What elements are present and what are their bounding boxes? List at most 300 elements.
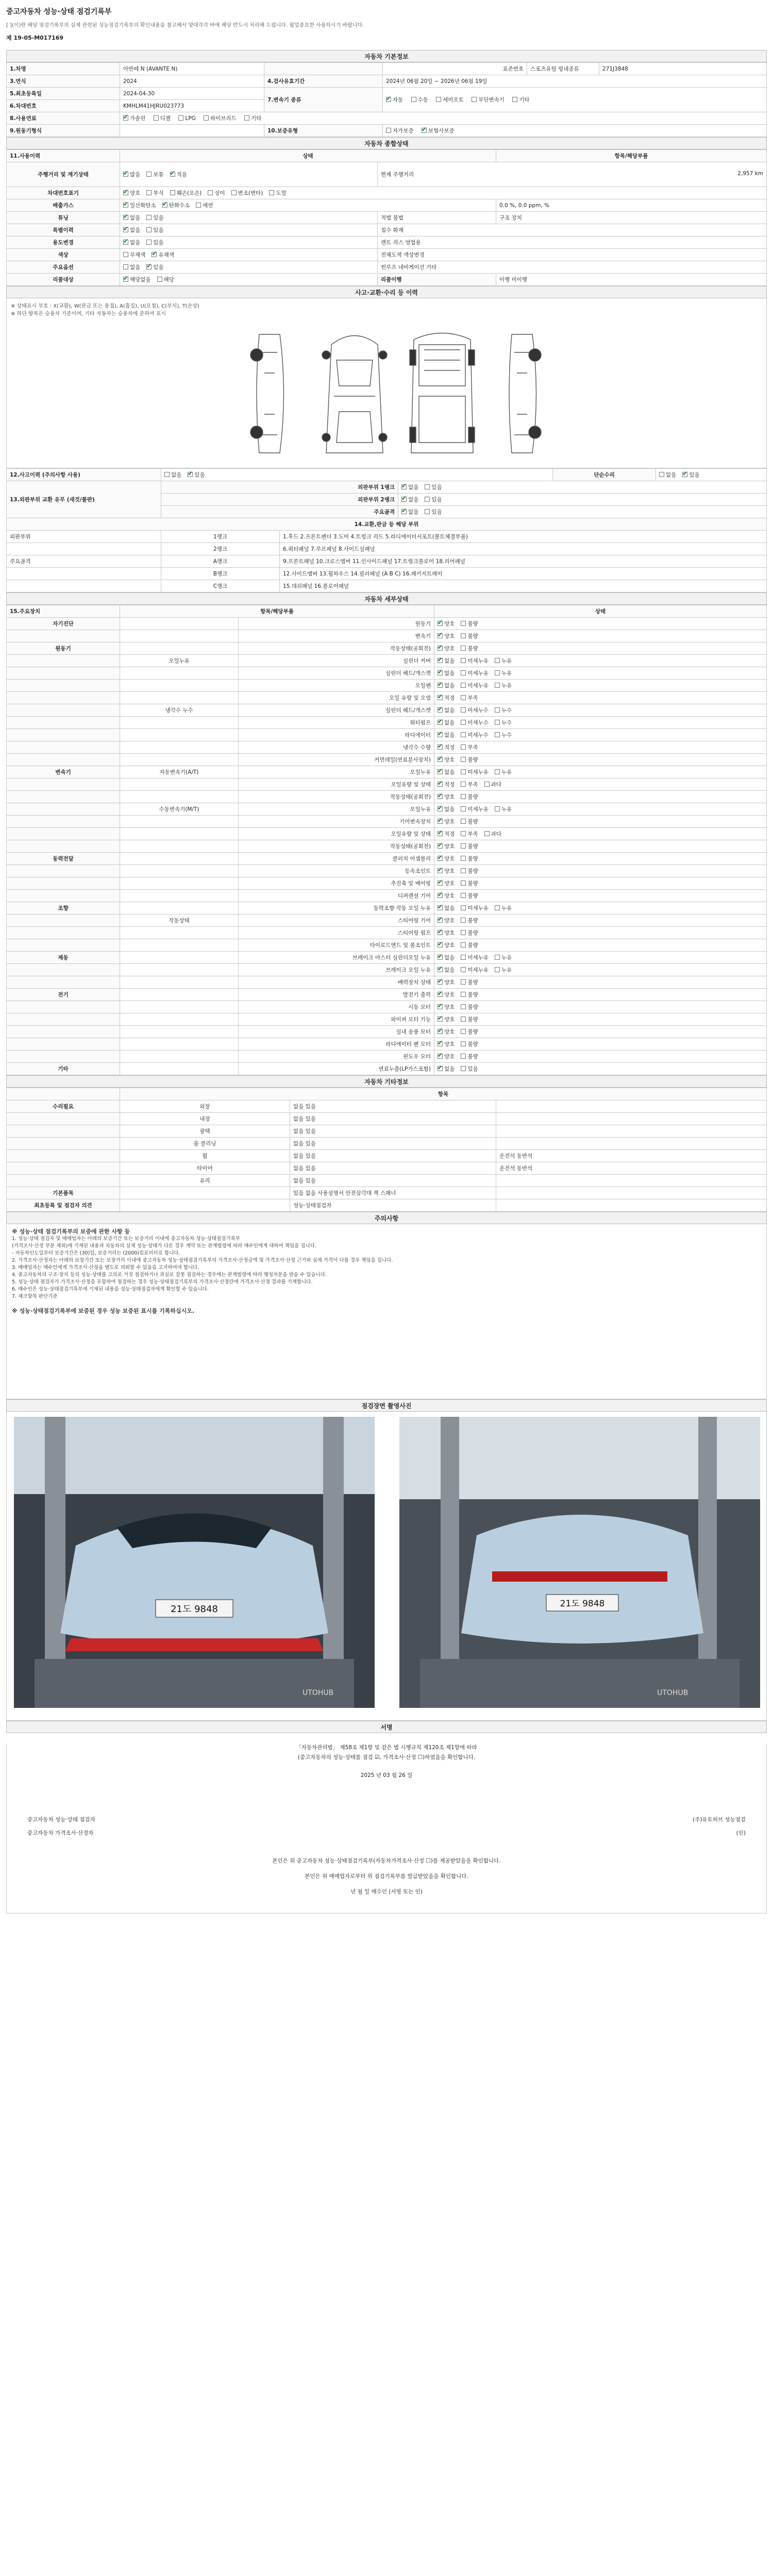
detail-status	[434, 717, 767, 729]
confirm-line: 본인은 위 매매업자로부터 위 점검기록부를 발급받았음을 확인합니다.	[305, 1873, 468, 1879]
detail-item: 작동상태(공회전)	[239, 791, 434, 803]
checkbox-icon	[438, 979, 443, 985]
detail-option: ✔ 없음	[438, 768, 455, 776]
detail-row	[7, 1001, 767, 1013]
detail-sub	[120, 828, 239, 840]
detail-main	[7, 778, 120, 791]
detail-option: 과다	[484, 830, 501, 838]
detail-item: 추진축 및 베어링	[239, 877, 434, 890]
other-item: 유리	[120, 1175, 290, 1187]
other-item	[120, 1199, 290, 1212]
utohub-sign: UTOHUB	[303, 1689, 334, 1697]
checkbox-icon	[401, 484, 407, 489]
checkbox-icon	[146, 172, 152, 177]
detail-item: 라디에이터	[239, 729, 434, 741]
detail-main: 전기	[7, 989, 120, 1001]
detail-sub	[120, 717, 239, 729]
checkbox-icon	[438, 646, 443, 651]
label-inspection-period: 4.검사유효기간	[264, 75, 383, 88]
other-row	[7, 1138, 767, 1150]
label-main-frame: 주요골격	[161, 506, 398, 518]
detail-row	[7, 840, 767, 853]
notes-footer: ※ 성능·상태점검기록부에 보증된 경우 성능 보증된 표시를 기록하십시오.	[12, 1308, 195, 1314]
detail-option: 미세누유	[461, 768, 489, 776]
other-extra: 운전석 동반석	[496, 1162, 767, 1175]
detail-main	[7, 877, 120, 890]
checkbox-icon	[436, 97, 441, 102]
checkbox-icon	[438, 967, 443, 972]
detail-row	[7, 989, 767, 1001]
other-row	[7, 1113, 767, 1125]
detail-status	[434, 1001, 767, 1013]
notes-header: 주의사항	[6, 1212, 767, 1224]
checkbox-icon	[484, 831, 490, 836]
value-special-history: 침수 화재	[378, 224, 767, 236]
detail-item: 배력장치 상태	[239, 976, 434, 989]
other-item: 외장	[120, 1100, 290, 1113]
detail-option: 불량	[461, 818, 478, 825]
checkbox-icon	[123, 172, 128, 177]
checkbox-icon	[495, 720, 500, 725]
car-diagram	[6, 298, 767, 468]
detail-option: 미세누유	[461, 805, 489, 813]
detail-item: 오일누유	[239, 766, 434, 778]
detail-option: ✔ 없음	[438, 682, 455, 689]
detail-row	[7, 1038, 767, 1050]
value-year: 2024	[120, 75, 264, 88]
document-notice: [ ](이)란 해당 점검기록부의 실제 관련된 성능점검기록부의 확인내용을 참고해서 양대각각 바에 해당 반드시 처리해 드립니다. 팝업중요한 사용하시기 바랍니다.	[6, 23, 364, 28]
checkbox-icon	[461, 942, 466, 947]
checkbox-icon	[178, 115, 183, 121]
detail-status	[434, 704, 767, 717]
checkbox-icon	[461, 1004, 466, 1009]
car-underbody-icon	[410, 333, 475, 453]
detail-option: 미세누유	[461, 904, 489, 912]
detail-status	[434, 1063, 767, 1075]
panel-items: 12.사이드멤버 13.휠하우스 14.필러패널 (A B C) 16.패키지트레이	[280, 568, 767, 580]
utohub-sign: UTOHUB	[657, 1689, 688, 1697]
detail-sub	[120, 952, 239, 964]
detail-item: 클러치 어셈블리	[239, 853, 434, 865]
checkbox-icon	[438, 918, 443, 923]
front-photo	[14, 1417, 375, 1708]
detail-option: 누유	[495, 768, 512, 776]
checkbox-icon	[461, 868, 466, 873]
detail-sub	[120, 1001, 239, 1013]
label-first-registration: 5.최초등록일	[7, 88, 120, 100]
car-right-side-icon	[509, 334, 541, 453]
detail-row	[7, 642, 767, 655]
detail-option: 부족	[461, 694, 478, 702]
sign-line: (중고자동차의 성능·상태를 점검 ☑, 가격조사·산정 ☐)하였음을 확인합니다.	[297, 1754, 476, 1760]
checkbox-icon	[438, 757, 443, 762]
detail-main	[7, 1001, 120, 1013]
other-main: 최초등록 및 점검자 의견	[7, 1199, 120, 1212]
plate-text: 21도 9848	[171, 1604, 218, 1615]
detail-sub	[120, 989, 239, 1001]
other-extra	[496, 1125, 767, 1138]
other-row	[7, 1187, 767, 1199]
label-vin-marking: 차대번호표기	[7, 187, 120, 199]
other-main	[7, 1138, 120, 1150]
plate-text: 21도 9848	[560, 1599, 605, 1609]
detail-option: 누수	[495, 706, 512, 714]
detail-item: 커먼레일(연료분사장치)	[239, 754, 434, 766]
value-vin: KMHLM41HJRU023773	[120, 100, 264, 112]
detail-item: 타이로드엔드 및 볼조인트	[239, 939, 434, 952]
checkbox-icon	[438, 819, 443, 824]
checkbox-icon	[438, 930, 443, 935]
panel-group	[7, 568, 161, 580]
detail-status	[434, 680, 767, 692]
appraiser-seal: (인)	[736, 1830, 746, 1836]
checkbox-icon	[461, 769, 466, 774]
detail-sub	[120, 890, 239, 902]
checkbox-icon	[461, 670, 466, 675]
checkbox-icon	[438, 1029, 443, 1034]
other-extra: 운전석 동반석	[496, 1150, 767, 1162]
checkbox-icon	[123, 115, 128, 121]
checkbox-icon	[146, 240, 152, 245]
detail-status	[434, 667, 767, 680]
detail-main	[7, 667, 120, 680]
detail-option: ✔ 양호	[438, 620, 455, 628]
col-status: 상태	[120, 150, 496, 162]
detail-sub	[120, 927, 239, 939]
detail-main	[7, 939, 120, 952]
panel-group: 주요골격	[7, 555, 161, 568]
panel-items: 9.프론트패널 10.크로스멤버 11.인사이드패널 17.트렁크플로어 18.리어패널	[280, 555, 767, 568]
checkbox-icon	[123, 202, 128, 208]
value-color-change: 전체도색 색상변경	[378, 249, 767, 261]
checkbox-icon	[461, 720, 466, 725]
col-detail-status: 상태	[434, 605, 767, 618]
detail-option: 있음	[461, 1065, 478, 1073]
detail-row	[7, 964, 767, 976]
checkbox-icon	[461, 646, 466, 651]
label-standard-no: 표준번호	[383, 63, 527, 75]
detail-row	[7, 952, 767, 964]
detail-main	[7, 741, 120, 754]
detail-status	[434, 766, 767, 778]
checkbox-icon	[461, 782, 466, 787]
value-tuning-kind: 구조 장치	[496, 212, 767, 224]
detail-row	[7, 803, 767, 816]
detail-main	[7, 1050, 120, 1063]
detail-sub	[120, 754, 239, 766]
detail-option: ✔ 적정	[438, 830, 455, 838]
detail-main	[7, 1038, 120, 1050]
other-extra	[496, 1138, 767, 1150]
buyer-line: 년 월 일 매수인 (서명 또는 인)	[350, 1889, 423, 1895]
col-other-item: 항목	[120, 1088, 767, 1100]
detail-option: 불량	[461, 1053, 478, 1060]
other-header: 자동차 기타정보	[6, 1075, 767, 1088]
checkbox-icon	[425, 484, 430, 489]
car-top-front-icon	[322, 336, 387, 453]
label-recall: 리콜대상	[7, 274, 120, 286]
label-simple-repair: 단순수리	[553, 469, 656, 481]
panel-rank: A랭크	[161, 555, 280, 568]
detail-status	[434, 642, 767, 655]
other-status: 성능·상태점검자	[290, 1199, 496, 1212]
checkbox-icon	[438, 769, 443, 774]
photos-block	[6, 1412, 767, 1721]
detail-main	[7, 729, 120, 741]
detail-sub	[120, 1038, 239, 1050]
detail-status	[434, 618, 767, 630]
checkbox-icon	[438, 1066, 443, 1071]
detail-option: 부족	[461, 781, 478, 788]
other-main	[7, 1175, 120, 1187]
checkbox-icon	[461, 918, 466, 923]
detail-item: 작동상태(공회전)	[239, 840, 434, 853]
panel-group: 외판부위	[7, 531, 161, 543]
checkbox-icon	[170, 190, 175, 195]
detail-option: ✔ 없음	[438, 669, 455, 677]
checkbox-icon	[495, 707, 500, 713]
detail-option: ✔ 없음	[438, 657, 455, 665]
checkbox-icon	[461, 806, 466, 811]
detail-item: 연료누출(LP가스포함)	[239, 1063, 434, 1075]
checkbox-icon	[438, 782, 443, 787]
col-item: 항목/해당부품	[120, 605, 434, 618]
label-warranty-type: 10.보증유형	[264, 125, 383, 137]
other-row	[7, 1150, 767, 1162]
detail-option: ✔ 없음	[438, 805, 455, 813]
detail-sub	[120, 778, 239, 791]
checkbox-icon	[495, 670, 500, 675]
checkbox-icon	[461, 1054, 466, 1059]
detail-main: 자기진단	[7, 618, 120, 630]
detail-option: ✔ 양호	[438, 1053, 455, 1060]
detail-row	[7, 630, 767, 642]
detail-status	[434, 778, 767, 791]
checkbox-icon	[162, 202, 167, 208]
checkbox-icon	[438, 744, 443, 750]
detail-option: ✔ 양호	[438, 632, 455, 640]
detail-item: 실린더 커버	[239, 655, 434, 667]
notes-line: 6. 매수인은 성능·상태점검기록부에 기재된 내용을 성능·상태점검자에게 확인할 수 있습니다.	[12, 1286, 209, 1292]
detail-item: 윈도우 모터	[239, 1050, 434, 1063]
detail-main	[7, 655, 120, 667]
inspector-label: 중고자동차 성능·상태 점검자	[27, 1817, 95, 1823]
other-main: 수리필요	[7, 1100, 120, 1113]
checkbox-icon	[438, 806, 443, 811]
detail-option: ✔ 양호	[438, 991, 455, 998]
detail-sub	[120, 680, 239, 692]
detail-option: ✔ 양호	[438, 879, 455, 887]
checkbox-icon	[461, 930, 466, 935]
detail-option: ✔ 없음	[438, 966, 455, 974]
other-status: 없음 있음	[290, 1175, 496, 1187]
detail-option: 미세누수	[461, 719, 489, 726]
detail-row	[7, 791, 767, 803]
other-extra	[496, 1175, 767, 1187]
notes-line: (가격조사·산정 부분 제외)에 기재된 내용과 자동차의 실제 성능·상태가 다른 경우 계약 또는 관계법령에 따라 매수인에게 대하여 책임을 집니다.	[12, 1243, 316, 1249]
detail-main: 조향	[7, 902, 120, 914]
checkbox-icon	[438, 955, 443, 960]
detail-item: 실내 송풍 모터	[239, 1026, 434, 1038]
detail-sub: 오일누유	[120, 655, 239, 667]
detail-status	[434, 741, 767, 754]
detail-table	[6, 605, 767, 1075]
detail-row	[7, 1050, 767, 1063]
checkbox-icon	[484, 782, 490, 787]
label-outer-rank1: 외판부위 1랭크	[161, 481, 398, 494]
label-accident-history: 12.사고이력 (주의사항 사용)	[7, 469, 161, 481]
label-tuning: 튜닝	[7, 212, 120, 224]
detail-main: 원동기	[7, 642, 120, 655]
detail-item: 실린더 헤드/개스켓	[239, 667, 434, 680]
detail-main	[7, 964, 120, 976]
detail-option: 불량	[461, 756, 478, 764]
checkbox-icon	[461, 1029, 466, 1034]
label-options: 주요옵션	[7, 261, 120, 274]
detail-status	[434, 1038, 767, 1050]
checkbox-icon	[269, 190, 274, 195]
detail-row	[7, 704, 767, 717]
detail-row	[7, 655, 767, 667]
checkbox-icon	[123, 215, 128, 220]
detail-main: 제동	[7, 952, 120, 964]
detail-option: ✔ 양호	[438, 855, 455, 862]
detail-main	[7, 704, 120, 717]
checkbox-icon	[401, 509, 407, 514]
checkbox-icon	[461, 992, 466, 997]
other-row	[7, 1125, 767, 1138]
detail-main	[7, 717, 120, 729]
checkbox-icon	[495, 967, 500, 972]
checkbox-icon	[146, 264, 152, 269]
checkbox-icon	[495, 683, 500, 688]
detail-status	[434, 791, 767, 803]
detail-option: 누유	[495, 657, 512, 665]
detail-item: 등속조인트	[239, 865, 434, 877]
detail-status	[434, 877, 767, 890]
other-main	[7, 1113, 120, 1125]
detail-option: 불량	[461, 867, 478, 875]
detail-option: ✔ 양호	[438, 929, 455, 937]
label-mileage: 주행거리 및 계기상태	[7, 162, 120, 187]
checkbox-icon	[438, 880, 443, 886]
checkbox-icon	[461, 955, 466, 960]
detail-row	[7, 729, 767, 741]
detail-status	[434, 853, 767, 865]
checkbox-icon	[154, 115, 159, 121]
detail-item: 오일유량 및 상태	[239, 778, 434, 791]
detail-sub	[120, 902, 239, 914]
detail-status	[434, 952, 767, 964]
detail-row	[7, 680, 767, 692]
detail-option: 불량	[461, 645, 478, 652]
detail-option: 불량	[461, 991, 478, 998]
detail-row	[7, 865, 767, 877]
panel-items: 1.후드 2.프론트펜더 3.도어 4.트렁크 리드 5.라디에이터서포트(볼트체결부품)	[280, 531, 767, 543]
checkbox-icon	[438, 732, 443, 737]
notes-line: 4. 중고자동차의 구조·장치 등의 성능·상태를 고의로 거짓 점검하거나 과실로 잘못 점검하는 경우에는 관계법령에 따라 행정처분을 받을 수 있습니다.	[12, 1272, 327, 1278]
detail-option: 불량	[461, 632, 478, 640]
document-number: 제 19-05-M017169	[6, 35, 64, 41]
accident-table: 12.사고이력 (주의사항 사용) 없음✔ 있음 단순수리 없음✔ 있음 13.외판부위 교환 유무 (새것/폴판) 외판부위 1랭크 ✔ 없음 있음 외판부위 2랭크 ✔ 없음 있음 주요골격 ✔ 없음 있음 14.교환,판금 등 해당 부위 외판부위 1랭크 1.후드 2.프론트펜더 3.도어 4.트렁크 리드 5.라디에이터서포트(볼트체결부품) 2랭크 6.쿼터패널 7.루프패널 8.사이드실패널 주요골격 A랭크 9.프론트패널 10.크로스멤버 11.인사이드패널 17.트렁크플로어 18.리어패널 B랭크 12.사이드멤버 13.휠하우스 14.필러패널 (A B C) 16.패키지트레이 C랭크 15.대쉬패널 16.플로어패널	[6, 468, 767, 592]
label-panel-exchange: 13.외판부위 교환 유무 (새것/폴판)	[7, 481, 161, 518]
detail-header: 자동차 세부상태	[6, 592, 767, 605]
checkbox-icon	[438, 683, 443, 688]
detail-option: 미세누유	[461, 657, 489, 665]
detail-sub	[120, 692, 239, 704]
detail-status	[434, 1050, 767, 1063]
detail-option: ✔ 양호	[438, 645, 455, 652]
detail-sub	[120, 1063, 239, 1075]
checkbox-icon	[461, 621, 466, 626]
detail-row	[7, 1013, 767, 1026]
checkbox-icon	[123, 264, 128, 269]
detail-sub: 냉각수 누수	[120, 704, 239, 717]
notes-line: 5. 성능·상태 점검자가 가격조사·산정을 포함하여 점검하는 경우 성능·상태점검기록부의 가격조사·산정란에 가격조사·산정 결과를 기재합니다.	[12, 1279, 313, 1285]
legend-symbols: ※ 상태표시 부호 : X(교환), W(판금 또는 용접), A(흠집), U(요철), C(부식), T(손상)	[11, 303, 199, 309]
detail-item: 작동상태(공회전)	[239, 642, 434, 655]
detail-option: 부족	[461, 830, 478, 838]
label-emission: 배출가스	[7, 199, 120, 212]
value-first-registration: 2024-04-30	[120, 88, 264, 100]
detail-status	[434, 840, 767, 853]
detail-main: 변속기	[7, 766, 120, 778]
signature-block	[6, 1743, 767, 1913]
detail-status	[434, 964, 767, 976]
detail-row	[7, 692, 767, 704]
detail-sub	[120, 642, 239, 655]
checkbox-icon	[123, 277, 128, 282]
detail-main	[7, 865, 120, 877]
detail-option: 불량	[461, 793, 478, 801]
checkbox-icon	[438, 992, 443, 997]
basic-info-table	[6, 62, 767, 137]
detail-option: 불량	[461, 842, 478, 850]
other-main	[7, 1150, 120, 1162]
detail-status	[434, 630, 767, 642]
detail-row	[7, 1063, 767, 1075]
panel-rank: 1랭크	[161, 531, 280, 543]
detail-item: 오일유량 및 상태	[239, 828, 434, 840]
rear-photo	[399, 1417, 760, 1708]
detail-option: 누유	[495, 805, 512, 813]
checkbox-icon	[495, 905, 500, 910]
detail-row	[7, 741, 767, 754]
checkbox-icon	[401, 497, 407, 502]
notes-line: 2. 가격조사·산정자는 아래의 보장기간 또는 보장거리 이내에 중고자동차 성능·상태점검기록부의 가격조사·산정금액 및 가격조사·산정 근거와 실제 가격이 다를 경우 책임을 집니다.	[12, 1258, 393, 1263]
detail-item: 동력조향 작동 오일 누유	[239, 902, 434, 914]
detail-option: ✔ 양호	[438, 842, 455, 850]
detail-main	[7, 1026, 120, 1038]
detail-main	[7, 976, 120, 989]
photos-header: 점검장면 촬영사진	[6, 1399, 767, 1412]
detail-sub	[120, 840, 239, 853]
panel-rank: B랭크	[161, 568, 280, 580]
detail-main	[7, 680, 120, 692]
checkbox-icon	[461, 967, 466, 972]
detail-status	[434, 816, 767, 828]
detail-option: 미세누수	[461, 706, 489, 714]
col-main-device: 15.주요장치	[7, 605, 120, 618]
detail-option: ✔ 양호	[438, 793, 455, 801]
other-row	[7, 1162, 767, 1175]
other-main	[7, 1125, 120, 1138]
detail-option: 누유	[495, 966, 512, 974]
detail-sub: 수동변속기(M/T)	[120, 803, 239, 816]
general-status-table: 11.사용이력 상태 항목/해당부품 주행거리 및 계기상태 ✔ 많음 보통✔ 적음 현재 주행거리 2,957 km 차대번호표기 ✔ 양호 부식 훼손(오손) 상이 변조(변타) 도말 배출가스 ✔ 일산화탄소✔ 탄화수소 매연 0.0 %, 0.0 ppm, % 튜닝 ✔ 없음 있음 적법 불법 구조 장치 특별이력 ✔ 없음 있음 침수 화재 용도변경 ✔ 없음 있음 렌트 리스 영업용 색상 무채색✔ 유채색 전체도색 색상변경 주요옵션 없음✔ 있음 썬루프 네비게이션 기타 리콜대상 ✔ 해당없음 해당 리콜이행 이행 미이행	[6, 149, 767, 286]
checkbox-icon	[438, 942, 443, 947]
detail-row	[7, 1026, 767, 1038]
